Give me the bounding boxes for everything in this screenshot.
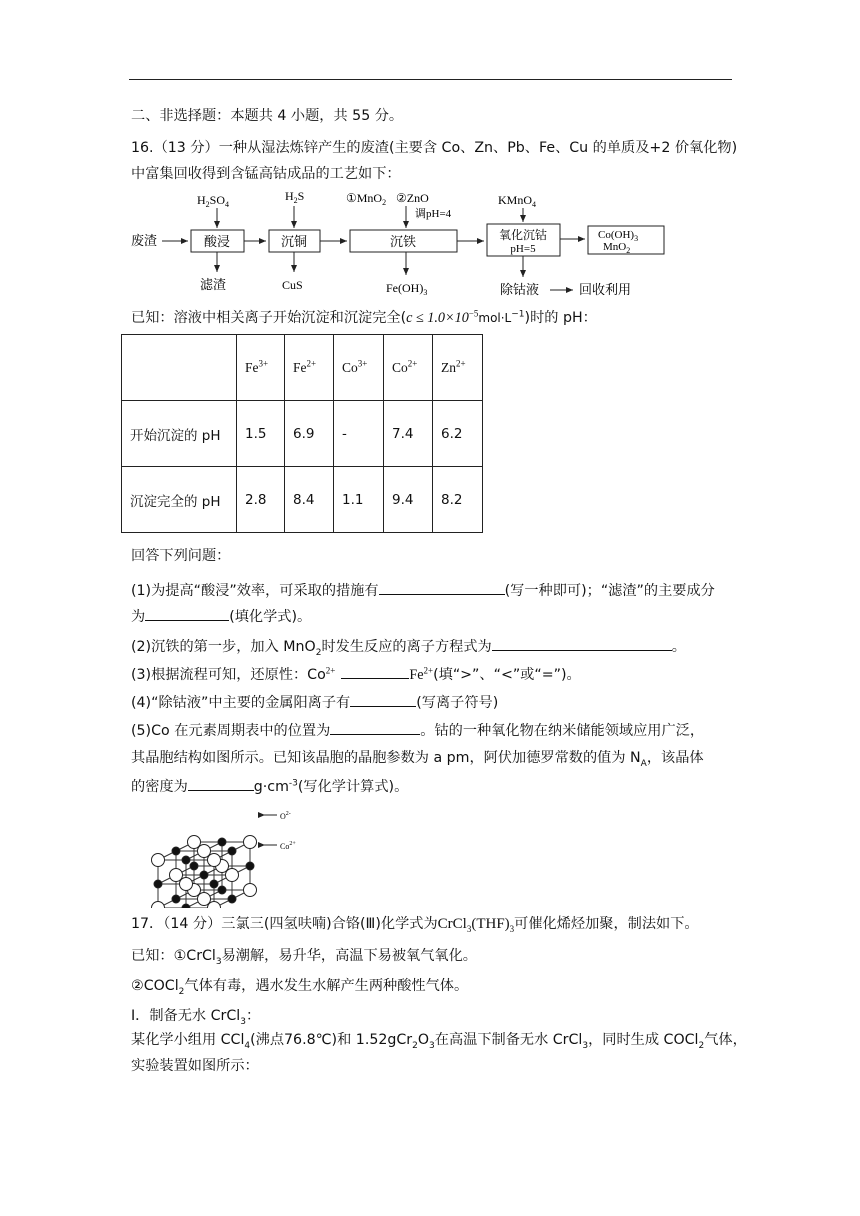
flow-input-label: 废渣 xyxy=(131,233,158,248)
flow-product-line1: $Co(OH)_3$ xyxy=(598,229,639,243)
q16-part1-line1: (1)为提高“酸浸”效率，可采取的措施有 (写一种即可)；“滤渣”的主要成分 xyxy=(131,580,715,601)
table-row-label: 开始沉淀的 pH xyxy=(122,401,237,467)
cobalt-ion-atom xyxy=(190,862,198,870)
table-header-ion: $Fe^{3+}$ xyxy=(237,335,285,401)
oxide-ion-atom xyxy=(226,869,239,882)
flow-step4-ph: pH=5 xyxy=(510,243,536,255)
cobalt-ion-atom xyxy=(172,895,180,903)
oxide-ion-atom xyxy=(188,836,201,849)
flow-reagent-mno2: ①MnO$_2$ xyxy=(346,191,387,207)
flow-reagent-zno: ②ZnO xyxy=(396,191,429,205)
flow-step4-label: 氧化沉钴 xyxy=(498,228,548,242)
table-header-ion: $Zn^{2+}$ xyxy=(433,335,483,401)
table-cell: 6.9 xyxy=(285,401,334,467)
table-cell: 2.8 xyxy=(237,467,285,533)
cobalt-ion-atom xyxy=(246,862,254,870)
q17-desc-line1: 某化学小组用 CCl$_4$(沸点76.8℃)和 $1.52gCr_2O_3$在高温下制备无水 CrCl$_3$，同时生成 COCl$_2$气体， xyxy=(131,1032,747,1051)
q17-known2: ②COCl$_2$气体有毒，遇水发生水解产生两种酸性气体。 xyxy=(131,978,469,997)
oxide-ion-atom xyxy=(198,893,211,906)
flow-output-decobalt-liquid: 除钴液 xyxy=(500,282,540,297)
table-cell: 8.4 xyxy=(285,467,334,533)
flow-step2-label: 沉铜 xyxy=(280,234,308,249)
flow-product-line2: MnO$_2$ xyxy=(603,241,631,255)
header-rule xyxy=(129,79,732,80)
crystal-label-oxide: $O^{2-}$ xyxy=(280,811,291,821)
table-cell: 1.1 xyxy=(334,467,384,533)
table-row xyxy=(122,401,483,467)
oxide-ion-atom xyxy=(180,878,193,891)
q17-desc-line2: 实验装置如图所示： xyxy=(131,1058,259,1074)
table-header-ion: $Fe^{2+}$ xyxy=(285,335,334,401)
q16-part5-line2: 其晶胞结构如图所示。已知该晶胞的晶胞参数为 a pm，阿伏加德罗常数的值为 $N_A$，该晶体 xyxy=(131,750,704,769)
table-cell: - xyxy=(334,401,384,467)
flow-step1-label: 酸浸 xyxy=(203,234,231,249)
cobalt-ion-atom xyxy=(154,880,162,888)
q16-intro-line1: 16.（13 分）一种从湿法炼锌产生的废渣(主要含 Co、Zn、Pb、Fe、Cu 的单质及+2 价氧化物) xyxy=(131,140,738,156)
table-cell: 7.4 xyxy=(384,401,433,467)
cobalt-ion-atom xyxy=(182,856,190,864)
table-cell: 1.5 xyxy=(237,401,285,467)
cobalt-ion-atom xyxy=(228,847,236,855)
q16-part5-line1: (5)Co 在元素周期表中的位置为 。钴的一种氧化物在纳米储能领域应用广泛， xyxy=(131,720,704,741)
oxide-ion-atom xyxy=(152,854,165,867)
cobalt-ion-atom xyxy=(218,838,226,846)
cobalt-ion-atom xyxy=(210,880,218,888)
table-corner xyxy=(122,335,237,401)
oxide-ion-atom xyxy=(170,869,183,882)
ion-ph-table xyxy=(121,334,483,533)
cobalt-ion-atom xyxy=(182,904,190,908)
flow-reagent-h2so4: $H_2SO_4$ xyxy=(197,193,230,209)
q17-intro: 17．（14 分）三氯三(四氢呋喃)合铬(Ⅲ)化学式为$CrCl_3(THF)_3$可催化烯烃加聚，制法如下。 xyxy=(131,916,699,934)
oxide-ion-atom xyxy=(244,836,257,849)
table-header-ion: $Co^{2+}$ xyxy=(384,335,433,401)
cobalt-ion-atom xyxy=(200,871,208,879)
table-cell: 6.2 xyxy=(433,401,483,467)
q16-part3: (3)根据流程可知，还原性：$Co^{2+}$ $Fe^{2+}$(填“>”、“<”或“=”)。 xyxy=(131,665,581,683)
table-header-ion: $Co^{3+}$ xyxy=(334,335,384,401)
answer-prompt: 回答下列问题： xyxy=(131,548,231,564)
q16-part4: (4)“除钴液”中主要的金属阳离子有 (写离子符号) xyxy=(131,692,498,713)
oxide-ion-atom xyxy=(208,854,221,867)
oxide-ion-atom xyxy=(198,845,211,858)
process-flow-diagram xyxy=(128,186,688,304)
flow-output-cus: CuS xyxy=(282,278,303,292)
crystal-label-cobalt: $Co^{2+}$ xyxy=(280,841,296,851)
table-cell: 8.2 xyxy=(433,467,483,533)
q17-part1-heading: Ⅰ．制备无水 CrCl$_3$： xyxy=(131,1008,261,1027)
cobalt-ion-atom xyxy=(172,847,180,855)
section-header: 二、非选择题：本题共 4 小题，共 55 分。 xyxy=(131,108,404,124)
q16-part1-line2: 为 (填化学式)。 xyxy=(131,606,311,627)
flow-reagent-kmno4: KMnO$_4$ xyxy=(498,193,537,209)
flow-step3-label: 沉铁 xyxy=(389,234,417,249)
crystal-cell-figure xyxy=(146,802,316,908)
q16-part5-line3: 的密度为 $g\cdot cm^{-3}$(写化学计算式)。 xyxy=(131,776,408,797)
flow-output-feoh3: $Fe(OH)_3$ xyxy=(386,281,428,297)
table-row-label: 沉淀完全的 pH xyxy=(122,467,237,533)
flow-reagent-h2s: $H_2S$ xyxy=(285,189,305,205)
cobalt-ion-atom xyxy=(218,886,226,894)
flow-output-recycle: 回收利用 xyxy=(579,282,632,297)
table-row xyxy=(122,467,483,533)
q16-known-line: 已知：溶液中相关离子开始沉淀和沉淀完全$(c \le 1.0\times 10^{-5}mol\cdot L^{-1})$时的 pH： xyxy=(131,308,597,326)
table-cell: 9.4 xyxy=(384,467,433,533)
q16-part2: (2)沉铁的第一步，加入 MnO$_2$时发生反应的离子方程式为 。 xyxy=(131,636,686,657)
flow-output-residue: 滤渣 xyxy=(200,277,227,292)
cobalt-ion-atom xyxy=(228,895,236,903)
q16-intro-line2: 中富集回收得到含锰高钴成品的工艺如下： xyxy=(131,166,401,182)
q17-known1: 已知：①CrCl$_3$易潮解，易升华，高温下易被氧气氧化。 xyxy=(131,948,477,967)
flow-reagent-ph-note: 调pH=4 xyxy=(415,208,452,220)
oxide-ion-atom xyxy=(244,884,257,897)
oxide-ion-atom xyxy=(152,902,165,909)
